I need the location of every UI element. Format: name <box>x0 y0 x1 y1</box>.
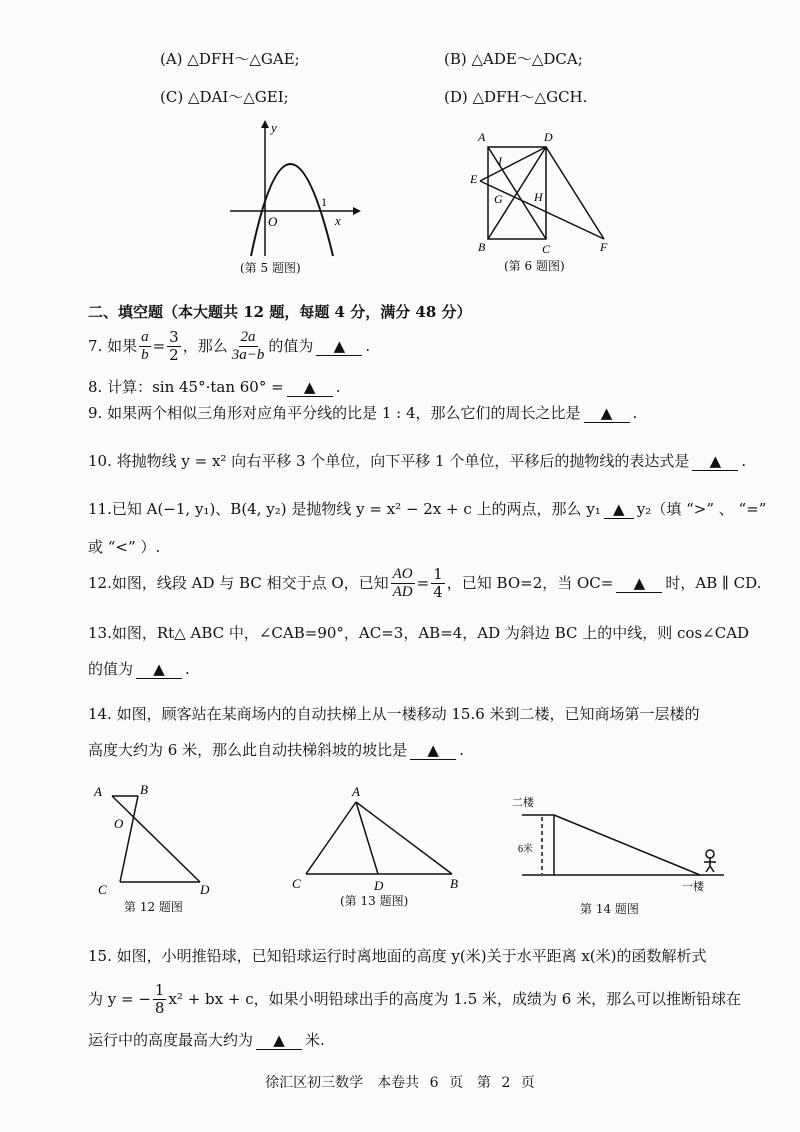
option-c: (C) △DAI～△GEI; <box>160 88 289 106</box>
fig13-point-b: B <box>450 876 458 891</box>
fig12-point-c: C <box>98 882 107 897</box>
question-11 <box>88 500 766 519</box>
fig13-point-a: A <box>352 784 360 799</box>
question-7 <box>88 326 370 366</box>
q10-text: 10. 将抛物线 y = x² 向右平移 3 个单位，向下平移 1 个单位，平移后的抛物线的表达式是 <box>88 452 690 470</box>
q11-text-b: y₂（填 “>” 、 “=” <box>636 500 767 518</box>
fig14-floor1-label: 一楼 <box>682 881 704 893</box>
q12-frac-1: 1 <box>433 565 443 583</box>
q14-end: . <box>459 741 464 759</box>
q15-frac-1: 1 <box>154 981 165 999</box>
fig6-point-h: H <box>534 190 543 204</box>
fig14-caption: 第 14 题图 <box>580 902 639 916</box>
q15-text-3: 运行中的高度最高大约为 <box>88 1031 254 1049</box>
fig5-label-x: x <box>335 213 341 228</box>
fig13-caption: (第 13 题图) <box>340 894 409 908</box>
q13-text: 的值为 <box>88 660 134 678</box>
q15-answer-blank[interactable]: ▲ <box>256 1031 302 1050</box>
question-15-line2 <box>88 976 741 1022</box>
fig6-point-c: C <box>542 242 551 255</box>
q9-end: . <box>632 404 638 422</box>
fig13-point-c: C <box>292 876 301 891</box>
fig6-point-g: G <box>494 192 503 206</box>
question-13: 13.如图，Rt△ ABC 中，∠CAB=90°，AC=3，AB=4，AD 为斜边 BC 上的中线，则 cos∠CAD <box>88 624 750 642</box>
option-a: (A) △DFH～△GAE; <box>160 50 300 68</box>
fig5-label-1: 1 <box>321 195 327 209</box>
fig6-point-d: D <box>544 130 553 144</box>
q7-frac-3: 3 <box>169 328 179 346</box>
q13-end: . <box>185 660 190 678</box>
q12-frac-den: AD <box>392 583 413 600</box>
q7-frac-den: 3a−b <box>231 346 265 363</box>
fig14-floor2-label: 二楼 <box>512 797 534 809</box>
question-12 <box>88 560 761 606</box>
page-footer: 徐汇区初三数学 本卷共 6 页 第 2 页 <box>265 1075 535 1091</box>
q8-text: 8. 计算：sin 45°·tan 60° = <box>88 378 284 396</box>
q12-frac-num: AO <box>392 566 413 582</box>
q15-mid: x² + bx + c，如果小明铅球出手的高度为 1.5 米，成绩为 6 米，那么可以推断铅球在 <box>168 990 742 1008</box>
fig12-point-o: O <box>114 816 124 831</box>
figure-6-geometry <box>470 125 620 255</box>
q7-frac-a: a <box>141 329 149 345</box>
q12-post: 时，AB ∥ CD. <box>665 574 762 592</box>
q8-answer-blank[interactable]: ▲ <box>287 378 333 397</box>
question-15: 15. 如图，小明推铅球，已知铅球运行时离地面的高度 y(米)关于水平距离 x(米)的函数解析式 <box>88 947 707 965</box>
fig5-label-y: y <box>271 120 277 135</box>
fig6-point-b: B <box>478 240 486 254</box>
fig5-caption: (第 5 题图) <box>240 261 301 275</box>
fig6-point-f: F <box>600 240 608 254</box>
question-10 <box>88 452 746 471</box>
question-14-line2 <box>88 741 464 760</box>
question-8 <box>88 378 340 397</box>
q9-answer-blank[interactable]: ▲ <box>584 404 630 423</box>
q10-end: . <box>741 452 747 470</box>
question-11-line2: 或 “<” ）. <box>88 538 161 556</box>
q7-mid: ，那么 <box>182 337 228 355</box>
q13-answer-blank[interactable]: ▲ <box>136 660 182 679</box>
option-d: (D) △DFH～△GCH. <box>444 88 588 106</box>
fig6-caption: (第 6 题图) <box>504 259 565 273</box>
q12-frac-4: 4 <box>433 582 443 601</box>
q10-answer-blank[interactable]: ▲ <box>692 452 738 471</box>
fig12-point-d: D <box>200 882 210 897</box>
question-13-line2 <box>88 660 190 679</box>
q11-answer-blank[interactable]: ▲ <box>604 500 634 519</box>
q12-mid: ，已知 BO=2，当 OC= <box>446 574 614 592</box>
q14-answer-blank[interactable]: ▲ <box>410 741 456 760</box>
fig12-caption: 第 12 题图 <box>124 900 183 914</box>
q7-end: . <box>365 337 371 355</box>
q12-text: 12.如图，线段 AD 与 BC 相交于点 O，已知 <box>88 574 389 592</box>
fig5-label-o: O <box>268 214 278 229</box>
question-14: 14. 如图，顾客站在某商场内的自动扶梯上从一楼移动 15.6 米到二楼，已知商场第一层楼的 <box>88 705 700 723</box>
q7-frac-b: b <box>141 346 149 363</box>
fig6-point-i: I <box>498 154 502 168</box>
q7-frac-num: 2a <box>240 329 256 345</box>
q8-end: . <box>335 378 341 396</box>
q11-text: 11.已知 A(−1, y₁)、B(4, y₂) 是抛物线 y = x² − 2x + c 上的两点，那么 y₁ <box>88 500 601 518</box>
fig13-point-d: D <box>374 878 384 892</box>
q7-frac-2: 2 <box>169 345 179 364</box>
q12-eq: = <box>416 574 430 592</box>
fig14-height-label: 6米 <box>518 844 533 855</box>
figure-14-escalator <box>512 790 742 900</box>
fig6-point-a: A <box>478 130 486 144</box>
fig6-point-e: E <box>470 172 478 186</box>
q9-text: 9. 如果两个相似三角形对应角平分线的比是 1 : 4，那么它们的周长之比是 <box>88 404 581 422</box>
q7-eq: = <box>152 337 166 355</box>
option-b: (B) △ADE～△DCA; <box>444 50 583 68</box>
q7-text: 7. 如果 <box>88 337 138 355</box>
q14-text: 高度大约为 6 米，那么此自动扶梯斜坡的坡比是 <box>88 741 408 759</box>
figure-5-parabola <box>225 118 365 258</box>
figure-13-geometry <box>290 782 470 892</box>
figure-12-geometry <box>90 782 220 902</box>
section-title: 二、填空题（本大题共 12 题，每题 4 分，满分 48 分） <box>88 303 472 321</box>
question-15-line3 <box>88 1031 325 1050</box>
q12-answer-blank[interactable]: ▲ <box>616 574 662 593</box>
q7-answer-blank[interactable]: ▲ <box>316 337 362 356</box>
q15-text: 为 y = − <box>88 990 151 1008</box>
question-9 <box>88 404 637 423</box>
q15-frac-8: 8 <box>154 998 165 1017</box>
fig12-point-b: B <box>140 782 148 797</box>
q15-unit: 米. <box>305 1031 325 1049</box>
fig12-point-a: A <box>94 784 102 799</box>
q7-post: 的值为 <box>268 337 314 355</box>
